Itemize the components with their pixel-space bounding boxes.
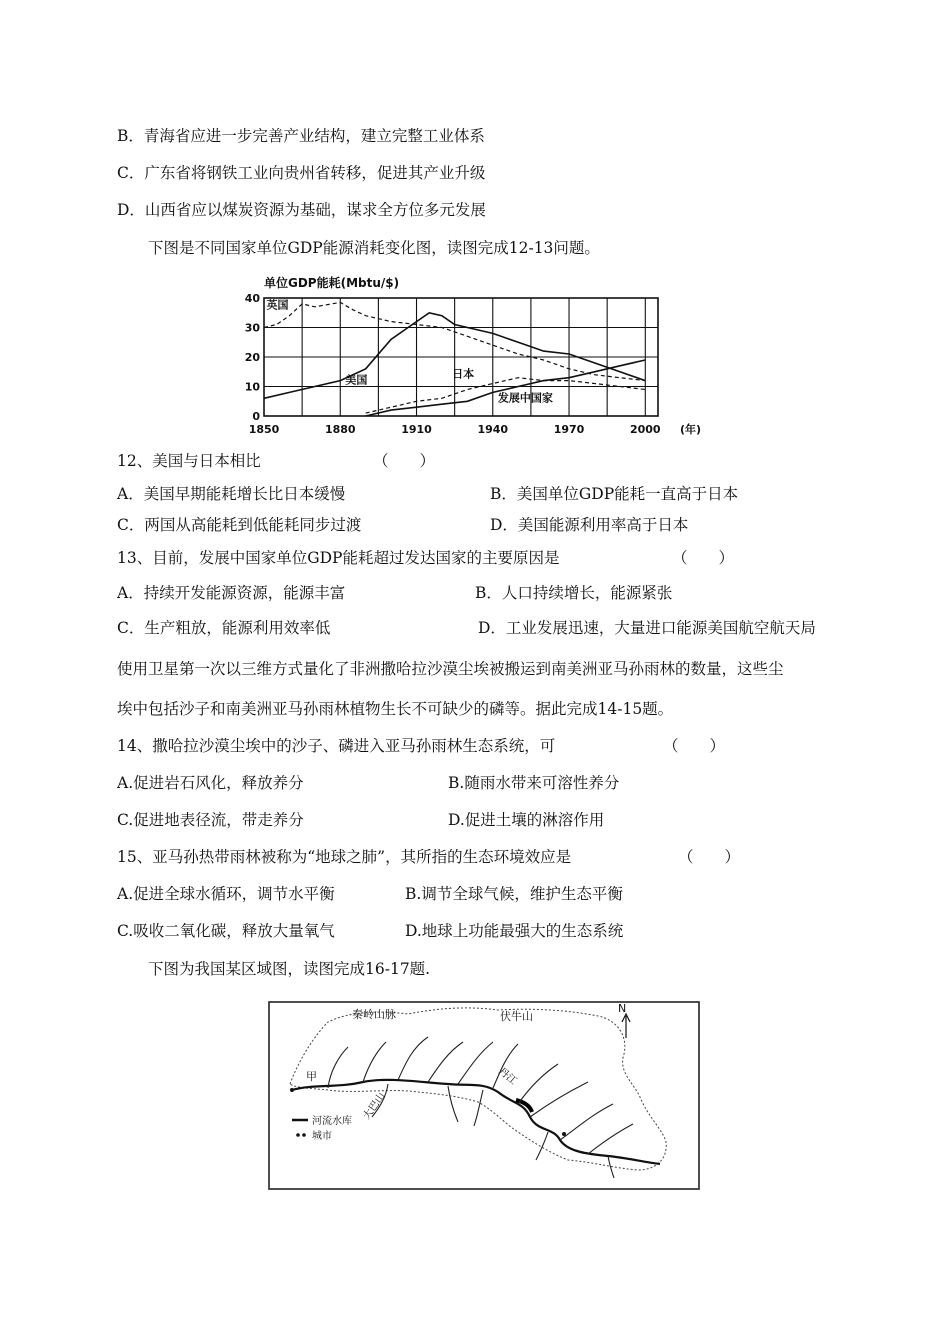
- legend-city-label: 城市: [312, 1131, 332, 1142]
- q12-option-c: C．两国从高能耗到低能耗同步过渡: [117, 516, 362, 534]
- intro-12-13: 下图是不同国家单位GDP能源消耗变化图，读图完成12-13问题。: [148, 239, 600, 257]
- chart-series-label: 美国: [345, 373, 368, 387]
- north-arrow-icon: [622, 1014, 630, 1038]
- chart-x-tick-label: 1850: [248, 423, 280, 436]
- energy-consumption-chart: [244, 274, 720, 438]
- intro-14-15-line2: 埃中包括沙子和南美洲亚马孙雨林植物生长不可缺少的磷等。据此完成14-15题。: [117, 700, 674, 718]
- q14-stem: 14、撒哈拉沙漠尘埃中的沙子、磷进入亚马孙雨林生态系统，可: [117, 737, 556, 755]
- city-marker: [290, 1088, 294, 1092]
- chart-x-label: (年): [680, 423, 702, 436]
- q13-option-d: D．工业发展迅速，大量进口能源美国航空航天局: [478, 619, 816, 637]
- label-qinling: 秦岭山脉: [352, 1008, 396, 1021]
- chart-y-tick-label: 0: [252, 410, 260, 423]
- label-funiu: 伏牛山: [500, 1010, 533, 1023]
- q12-answer-paren: （ ）: [373, 452, 436, 470]
- q12-stem: 12、美国与日本相比: [117, 452, 261, 470]
- q15-option-a: A.促进全球水循环，调节水平衡: [117, 885, 335, 903]
- chart-x-tick-label: 1880: [324, 423, 356, 436]
- chart-x-tick-label: 1970: [553, 423, 585, 436]
- label-danjiang: 丹江: [496, 1065, 519, 1088]
- legend-river-label: 河流水库: [312, 1116, 352, 1127]
- chart-y-ticks: [245, 292, 261, 423]
- q14-option-b: B.随雨水带来可溶性养分: [448, 774, 620, 792]
- q11-option-b: B．青海省应进一步完善产业结构，建立完整工业体系: [117, 127, 485, 145]
- q15-answer-paren: （ ）: [678, 848, 741, 866]
- intro-14-15-line1: 使用卫星第一次以三维方式量化了非洲撒哈拉沙漠尘埃被搬运到南美洲亚马孙雨林的数量，这些尘: [117, 660, 784, 678]
- label-jia: 甲: [306, 1070, 317, 1083]
- intro-16-17: 下图为我国某区域图，读图完成16-17题.: [148, 960, 431, 978]
- label-north: N: [618, 1002, 627, 1015]
- q13-option-a: A．持续开发能源资源，能源丰富: [117, 584, 346, 602]
- q13-stem: 13、目前，发展中国家单位GDP能耗超过发达国家的主要原因是: [117, 549, 560, 567]
- chart-y-tick-label: 20: [244, 351, 260, 364]
- q13-option-c: C．生产粗放，能源利用效率低: [117, 619, 331, 637]
- region-map: [268, 992, 702, 1190]
- chart-series-label: 英国: [266, 298, 289, 312]
- chart-grid: [264, 298, 658, 416]
- q14-option-d: D.促进土壤的淋溶作用: [448, 811, 605, 829]
- chart-title: 单位GDP能耗(Mbtu/$): [264, 276, 400, 290]
- label-daba: 大巴山: [361, 1090, 388, 1122]
- chart-svg: [244, 274, 720, 438]
- basin-boundary: [290, 1008, 666, 1170]
- chart-x-tick-label: 2000: [629, 423, 661, 436]
- reservoir: [516, 1100, 532, 1112]
- chart-y-tick-label: 30: [244, 321, 260, 335]
- chart-x-tick-label: 1910: [401, 423, 432, 436]
- legend-city-icon: [296, 1133, 300, 1137]
- city-marker: [562, 1132, 566, 1136]
- chart-series-line: [366, 360, 646, 416]
- q15-option-b: B.调节全球气候，维护生态平衡: [405, 885, 623, 903]
- q14-option-c: C.促进地表径流，带走养分: [117, 811, 304, 829]
- chart-x-ticks: [249, 423, 661, 436]
- q11-option-d: D．山西省应以煤炭资源为基础，谋求全方位多元发展: [117, 201, 486, 219]
- q11-option-c: C．广东省将钢铁工业向贵州省转移，促进其产业升级: [117, 164, 486, 182]
- chart-x-tick-label: 1940: [477, 423, 509, 436]
- q15-stem: 15、亚马孙热带雨林被称为“地球之肺”，其所指的生态环境效应是: [117, 848, 572, 866]
- chart-y-tick-label: 40: [244, 292, 260, 305]
- q14-option-a: A.促进岩石风化，释放养分: [117, 774, 304, 792]
- q13-answer-paren: （ ）: [672, 549, 735, 567]
- chart-series-label: 发展中国家: [497, 391, 553, 405]
- q15-option-d: D.地球上功能最强大的生态系统: [405, 922, 624, 940]
- q14-answer-paren: （ ）: [663, 737, 726, 755]
- chart-y-tick-label: 10: [244, 380, 260, 394]
- chart-series-label: 日本: [452, 367, 475, 381]
- q15-option-c: C.吸收二氧化碳，释放大量氧气: [117, 922, 335, 940]
- q12-option-d: D．美国能源利用率高于日本: [490, 516, 689, 534]
- q12-option-a: A．美国早期能耗增长比日本缓慢: [117, 485, 346, 503]
- region-map-svg: [268, 992, 702, 1190]
- q13-option-b: B．人口持续增长，能源紧张: [475, 584, 673, 602]
- legend-city-icon: [302, 1133, 306, 1137]
- q12-option-b: B．美国单位GDP能耗一直高于日本: [490, 485, 739, 503]
